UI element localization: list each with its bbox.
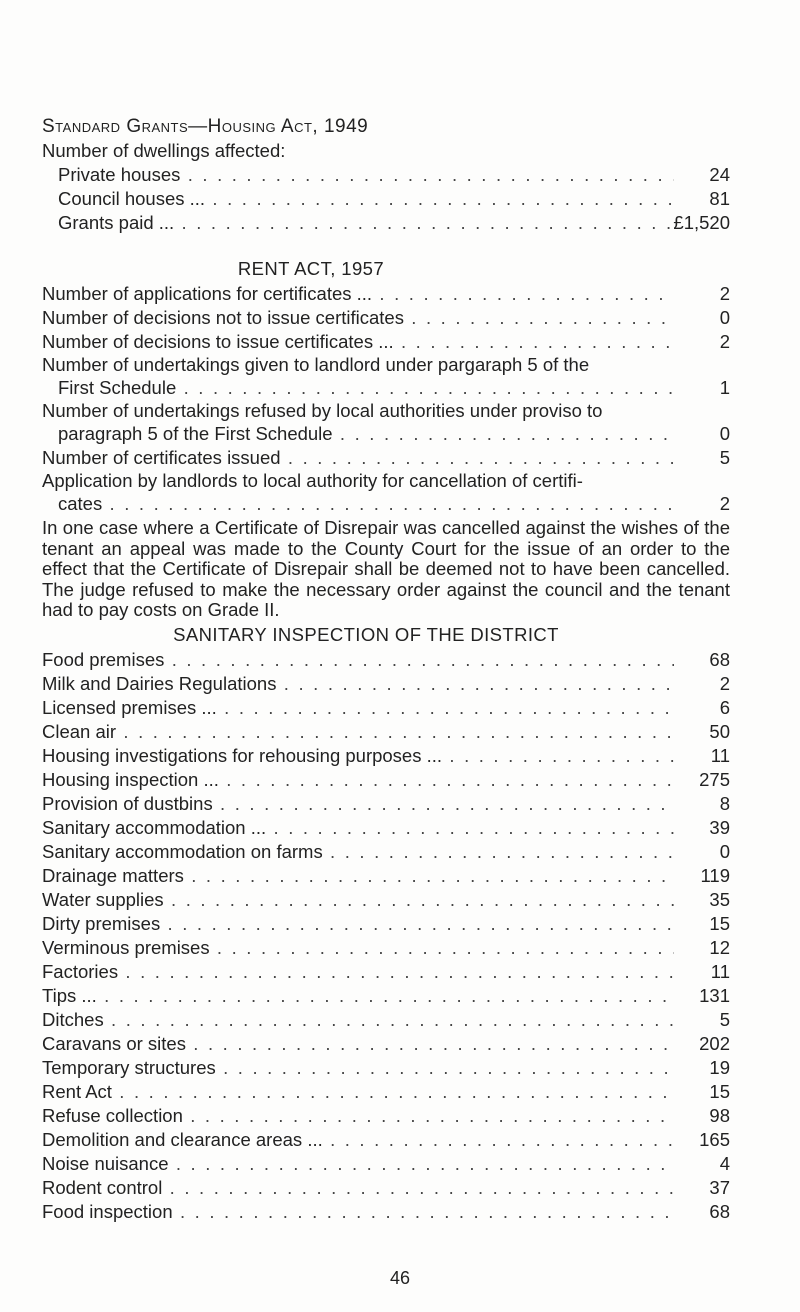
row-label: Food inspection . . . [42,1200,674,1224]
sanitary-section [42,622,730,1224]
sanitary-row [42,1152,730,1176]
row-value: 2 [719,673,730,694]
row-value: 81 [709,188,730,209]
sanitary-row [42,840,730,864]
row-value: 37 [709,1177,730,1198]
row-value: 5 [719,1009,730,1030]
sanitary-row [42,768,730,792]
row-label: Sanitary accommodation on farms . . . [42,840,674,864]
rent-row-7-line1: Application by landlords to local authority for cancellation of certifi- [42,470,583,491]
row-value: 6 [719,697,730,718]
row-label: Water supplies . . . [42,888,674,912]
row-label: Sanitary accommodation ... . . . [42,816,674,840]
row-value: 98 [709,1105,730,1126]
sanitary-row [42,792,730,816]
sanitary-list [42,648,730,1224]
row-label: Council houses ... . . . [58,187,674,211]
grant-row-paid [42,211,730,235]
row-value: 1 [719,377,730,398]
sanitary-row [42,1008,730,1032]
row-label: Verminous premises . . . [42,936,674,960]
row-value: 0 [719,841,730,862]
rent-row-6 [42,446,730,470]
standard-grants-section [42,114,730,235]
rent-act-title: RENT ACT, 1957 [237,258,385,279]
sanitary-row [42,984,730,1008]
row-label: Rodent control . . . [42,1176,674,1200]
rent-act-paragraph: In one case where a Certificate of Disrepair was cancelled against the wishes of the tenant an appeal was made to the County Court for the issue of an order to the effect that the Certificate of Disrepair shall be deemed not to have been cancelled. The judge refused to make the necessary order against the council and the tenant had to pay costs on Grade II. [42,517,730,620]
standard-grants-title: Standard Grants—Housing Act, 1949 [42,116,369,137]
rent-row-1 [42,282,730,306]
row-value: 11 [710,745,730,766]
row-label: Rent Act . . . [42,1080,674,1104]
row-label: Number of decisions to issue certificates ... . . . [42,330,674,354]
sanitary-row [42,1080,730,1104]
sanitary-row [42,1056,730,1080]
sanitary-row [42,888,730,912]
grant-row-private [42,163,730,187]
row-label: Private houses . . . [58,163,674,187]
sanitary-row [42,936,730,960]
row-value: 165 [699,1129,730,1150]
rent-row-5 [42,422,730,446]
sanitary-row [42,912,730,936]
row-label: First Schedule . . . [58,376,674,400]
row-label: Factories . . . [42,960,674,984]
rent-row-7 [42,492,730,516]
row-label: Drainage matters . . . [42,864,674,888]
rent-row-4 [42,376,730,400]
row-label: Refuse collection . . . [42,1104,674,1128]
row-value: 50 [709,721,730,742]
row-label: Provision of dustbins . . . [42,792,674,816]
row-label: Caravans or sites . . . [42,1032,674,1056]
row-label: cates . . . [58,492,674,516]
row-label: Number of certificates issued . . . [42,446,674,470]
row-value: 68 [709,1201,730,1222]
row-value: 275 [699,769,730,790]
sanitary-row [42,864,730,888]
row-value: 0 [719,423,730,444]
row-value: 8 [719,793,730,814]
row-value: 19 [709,1057,730,1078]
row-label: Licensed premises ... . . . [42,696,674,720]
sanitary-row [42,744,730,768]
standard-grants-subtitle: Number of dwellings affected: [42,140,286,161]
row-label: Tips ... . . . [42,984,674,1008]
sanitary-row [42,1032,730,1056]
row-value: 15 [709,913,730,934]
sanitary-row [42,960,730,984]
row-value: 119 [700,865,730,886]
page-number: 46 [389,1268,411,1288]
row-value: £1,520 [673,212,730,233]
row-label: Milk and Dairies Regulations . . . [42,672,674,696]
row-value: 2 [719,283,730,304]
row-label: Demolition and clearance areas ... . . . [42,1128,674,1152]
row-value: 68 [709,649,730,670]
row-label: Food premises . . . [42,648,674,672]
row-value: 12 [709,937,730,958]
row-value: 5 [719,447,730,468]
sanitary-row [42,1128,730,1152]
row-value: 35 [709,889,730,910]
row-label: Temporary structures . . . [42,1056,674,1080]
sanitary-row [42,1176,730,1200]
row-label: Number of decisions not to issue certificates . . . [42,306,674,330]
sanitary-row [42,648,730,672]
sanitary-title: SANITARY INSPECTION OF THE DISTRICT [173,624,559,645]
sanitary-row [42,672,730,696]
row-value: 2 [719,331,730,352]
row-label: paragraph 5 of the First Schedule . . . [58,422,674,446]
row-value: 39 [709,817,730,838]
row-label: Housing investigations for rehousing purposes ... . . . [42,744,674,768]
row-label: Housing inspection ... . . . [42,768,674,792]
row-label: Number of applications for certificates ... . . . [42,282,674,306]
sanitary-row [42,1200,730,1224]
rent-act-section [42,256,730,621]
row-value: 11 [710,961,730,982]
row-value: 24 [709,164,730,185]
sanitary-row [42,720,730,744]
row-value: 0 [719,307,730,328]
row-value: 15 [709,1081,730,1102]
row-label: Ditches . . . [42,1008,674,1032]
rent-row-2 [42,306,730,330]
sanitary-row [42,696,730,720]
sanitary-row [42,816,730,840]
row-value: 131 [699,985,730,1006]
row-label: Noise nuisance . . . [42,1152,674,1176]
row-value: 4 [719,1153,730,1174]
row-label: Dirty premises . . . [42,912,674,936]
row-label: Clean air . . . [42,720,674,744]
rent-row-3 [42,330,730,354]
sanitary-row [42,1104,730,1128]
row-value: 2 [719,493,730,514]
row-value: 202 [699,1033,730,1054]
rent-row-5-line1: Number of undertakings refused by local authorities under proviso to [42,400,603,421]
grant-row-council [42,187,730,211]
row-label: Grants paid ... . . . [58,211,673,235]
rent-row-4-line1: Number of undertakings given to landlord under pargaraph 5 of the [42,354,590,375]
